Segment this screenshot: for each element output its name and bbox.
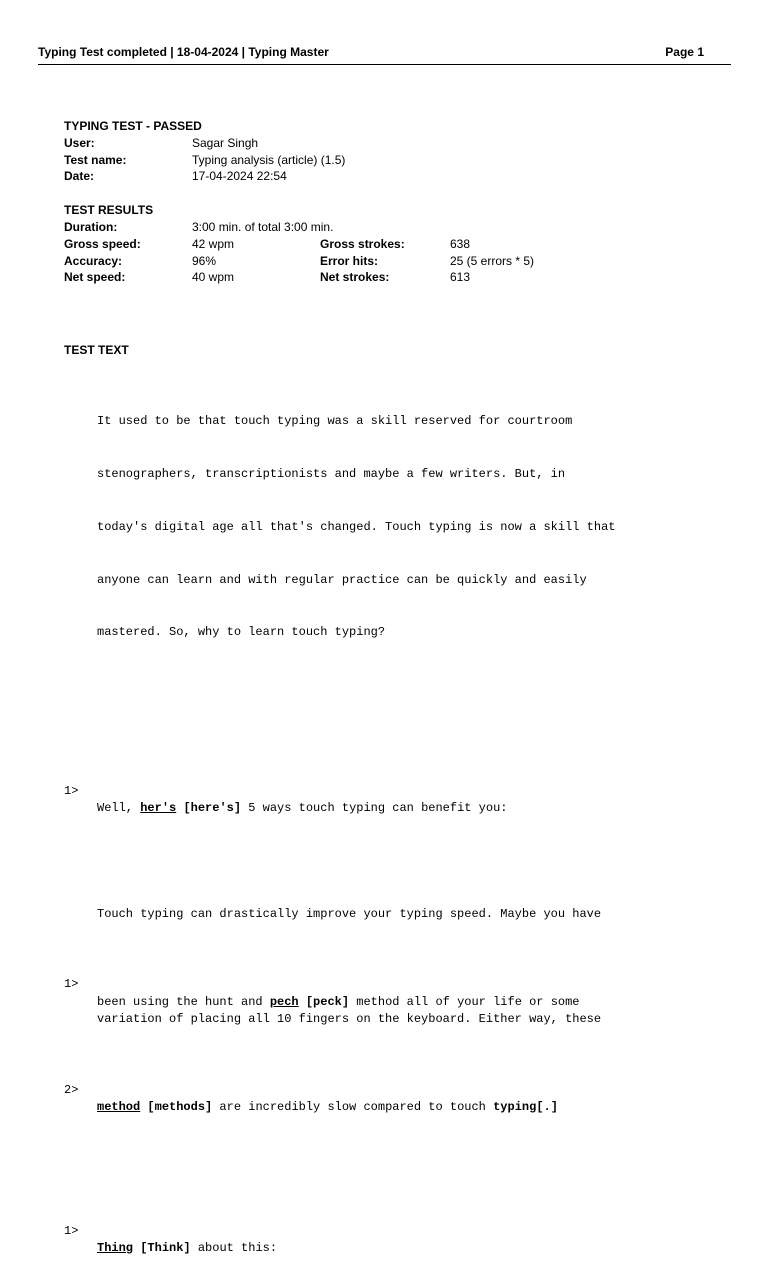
typed-error: method (97, 1100, 141, 1115)
typed-error: typing (493, 1100, 537, 1115)
gross-speed-value: 42 wpm (192, 236, 235, 251)
date-value: 17-04-2024 22:54 (192, 169, 287, 184)
accuracy-label: Accuracy: (64, 253, 123, 268)
gross-speed-label: Gross speed: (64, 236, 141, 251)
error-hits-value: 25 (5 errors * 5) (450, 253, 535, 268)
text-line-with-error: 2> method [methods] are incredibly slow compared to touch typing[.] (64, 1082, 558, 1115)
net-speed-value: 40 wpm (192, 270, 235, 285)
correction: [methods] (147, 1100, 213, 1115)
gross-row (64, 236, 471, 253)
net-row (64, 269, 471, 286)
user-value: Sagar Singh (192, 135, 259, 150)
error-count-marker: 1> (64, 783, 79, 798)
text-line-with-error: 1> Thing [Think] about this: (64, 1223, 278, 1256)
text-line: It used to be that touch typing was a skill reserved for courtroom (97, 414, 573, 429)
correction: [.] (536, 1100, 558, 1115)
test-status: TYPING TEST - PASSED (64, 119, 202, 133)
user-label: User: (64, 135, 95, 150)
duration-row (64, 219, 334, 236)
page-header (38, 45, 731, 65)
duration-label: Duration: (64, 219, 118, 234)
net-strokes-value: 613 (450, 270, 471, 285)
typed-error: her's (140, 801, 177, 816)
error-count-marker: 1> (64, 977, 79, 992)
header-title: Typing Test completed | 18-04-2024 | Typing Master (38, 45, 329, 59)
page-number: Page 1 (665, 45, 704, 59)
text-line: variation of placing all 10 fingers on the keyboard. Either way, these (97, 1012, 602, 1027)
date-row (64, 168, 287, 185)
text-line: stenographers, transcriptionists and maybe a few writers. But, in (97, 466, 566, 481)
correction: [here's] (183, 801, 242, 816)
error-hits-label: Error hits: (320, 253, 379, 268)
typed-text (64, 378, 616, 1256)
text-line: Touch typing can drastically improve your typing speed. Maybe you have (97, 906, 602, 921)
test-text-title: TEST TEXT (64, 343, 129, 357)
text-line-with-error: 1> Well, her's [here's] 5 ways touch typing can benefit you: (64, 783, 508, 816)
correction: [peck] (305, 994, 350, 1009)
test-summary (64, 118, 535, 286)
net-strokes-label: Net strokes: (320, 270, 390, 285)
gross-strokes-label: Gross strokes: (320, 236, 405, 251)
test-results-title: TEST RESULTS (64, 203, 154, 218)
text-line: today's digital age all that's changed. Touch typing is now a skill that (97, 519, 616, 534)
test-name-label: Test name: (64, 152, 127, 167)
test-name-value: Typing analysis (article) (1.5) (192, 152, 346, 167)
error-count-marker: 1> (64, 1223, 79, 1238)
test-name-row (64, 152, 346, 169)
net-speed-label: Net speed: (64, 270, 126, 285)
typed-error: Thing (97, 1241, 134, 1256)
typed-error: pech (269, 994, 299, 1009)
accuracy-row (64, 253, 535, 270)
text-line: mastered. So, why to learn touch typing? (97, 625, 386, 640)
text-line: anyone can learn and with regular practice can be quickly and easily (97, 572, 587, 587)
accuracy-value: 96% (192, 253, 217, 268)
gross-strokes-value: 638 (450, 236, 471, 251)
text-line-with-error: 1> been using the hunt and pech [peck] method all of your life or some (64, 977, 580, 1009)
correction: [Think] (140, 1241, 191, 1256)
user-row (64, 135, 259, 152)
duration-value: 3:00 min. of total 3:00 min. (192, 219, 334, 234)
date-label: Date: (64, 169, 95, 184)
error-count-marker: 2> (64, 1082, 79, 1097)
